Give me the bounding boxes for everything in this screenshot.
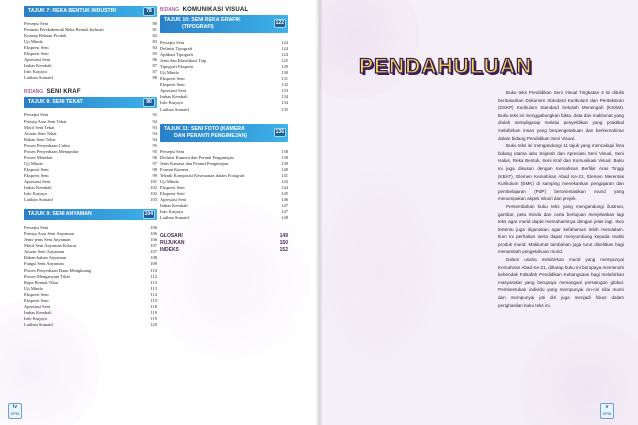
entry-page: 85 (152, 51, 157, 57)
entry-title: Info Karjaya (24, 69, 47, 75)
entry-title: GLOSARI (160, 233, 183, 240)
entry-page: 87 (152, 63, 157, 69)
entry-page: 97 (152, 160, 157, 166)
entry-title: Persepsi Seni (160, 148, 185, 154)
field-label: BIDANG (160, 7, 180, 13)
entry-page: 94 (152, 130, 157, 136)
entry-page: 129 (281, 64, 288, 70)
entry-page: 148 (281, 215, 288, 221)
entry-title: Proses Penyediaan Daun Mengkuang (24, 267, 92, 273)
entry-title: Imbas Kembali (160, 94, 188, 100)
entry-title: Bahan Seni Tekat (24, 136, 56, 142)
entry-title: Ekspresi Seni (160, 184, 185, 190)
entry-page: 94 (152, 136, 157, 142)
topic-title: TAJUK 11: SENI FOTO (KAMERA (164, 125, 245, 132)
contents-entry (160, 247, 288, 254)
entry-title: Uji Minda (160, 70, 179, 76)
entry-page: 107 (150, 249, 157, 255)
entry-page: 125 (281, 58, 288, 64)
field-title: KOMUNIKASI VISUAL (182, 7, 249, 13)
contents-entry (160, 233, 288, 240)
field-heading (160, 6, 288, 15)
topic-title: TAJUK 8: SENI TEKAT (28, 99, 83, 106)
entry-page: 102 (150, 185, 157, 191)
page-title: PENDAHULUAN (359, 55, 533, 78)
introduction-text (498, 89, 624, 309)
entry-title: Imbas Kembali (24, 63, 52, 69)
entry-title: Info Karjaya (160, 209, 183, 215)
entry-page: 152 (279, 247, 288, 254)
entry-title: Definisi Tipografi (160, 46, 193, 52)
entry-page: 92 (152, 112, 157, 118)
contents-entry (24, 197, 157, 203)
entry-title: Aturan Seni Tekat (24, 130, 57, 136)
entry-title: Bahan-bahan Anyaman (24, 255, 67, 261)
topic-page-number: 122 (275, 20, 284, 26)
entry-title: Apresiasi Seni (24, 57, 51, 63)
entry-title: Aturan Seni Anyaman (24, 249, 64, 255)
topic-item-list (160, 40, 288, 113)
entry-title: INDEKS (160, 247, 179, 254)
entry-page: 140 (281, 166, 288, 172)
entry-page: 146 (281, 196, 288, 202)
entry-title: Ekspresi Seni (160, 190, 185, 196)
topic-band (24, 6, 157, 17)
entry-title: Ekspresi Seni (24, 166, 49, 172)
page-number: iv (12, 404, 18, 410)
entry-page: 149 (279, 233, 288, 240)
entry-page: 80 (152, 21, 157, 26)
paragraph: Dalam usaha melahirkan murid yang mempunyai Kemahiran Abad Ke-21, diharap buku ini berupaya memenuhi kehendak Falsafah Pendidikan Kebangsaan bagi melahirkan masyarakat yang berupaya menangani persaingan global. Pembentukan individu yang mempunyai cin-ciri nilai murni dan mempunyai jati diri juga menjadi fokus dalam penghasilan buku teks ini. (498, 257, 624, 308)
entry-title: Uji Minda (24, 285, 43, 291)
entry-page: 119 (150, 315, 157, 321)
topic-band (24, 97, 157, 108)
entry-title: Motif Seni Tekat (24, 124, 55, 130)
entry-page: 95 (152, 142, 157, 148)
entry-title: Ekspresi Seni (160, 82, 185, 88)
topic-band (160, 124, 288, 142)
entry-page: 115 (150, 297, 157, 303)
entry-title: Imbas Kembali (24, 309, 52, 315)
topic-band (160, 15, 288, 33)
entry-page: 138 (281, 148, 288, 154)
topic-item-list (160, 149, 288, 222)
contents-entry (160, 215, 288, 221)
entry-title: Proses Menganyam Tikar (24, 273, 70, 279)
entry-page: 86 (152, 57, 157, 63)
entry-page: 113 (150, 285, 157, 291)
entry-title: Uji Minda (24, 39, 43, 45)
entry-title: Uji Minda (160, 178, 179, 184)
entry-page: 114 (150, 291, 157, 297)
entry-title: Latihan Sumatif (160, 215, 190, 221)
entry-page: 103 (150, 197, 157, 203)
entry-title: Info Karjaya (24, 191, 47, 197)
topic-page-number: 78 (143, 7, 155, 16)
entry-title: Ekspresi Seni (24, 45, 49, 51)
entry-title: Latihan Sumatif (24, 75, 54, 81)
entry-title: Uji Minda (24, 160, 43, 166)
entry-page: 84 (152, 45, 157, 51)
entry-page: 141 (281, 172, 288, 178)
entry-title: Info Karjaya (160, 100, 183, 106)
entry-page: 102 (150, 191, 157, 197)
entry-page: 98 (152, 166, 157, 172)
entry-title: Proses Penyediaan Menupulur (24, 148, 79, 154)
topic-item-list (24, 112, 157, 203)
entry-title: Aplikasi Tipografi (160, 52, 194, 58)
entry-page: 110 (150, 267, 157, 273)
contents-entry (24, 75, 157, 81)
entry-title: Prinsip Asas Seni Anyaman (24, 231, 74, 237)
entry-page: 134 (281, 94, 288, 100)
topic-page-number: 90 (143, 98, 155, 107)
entry-page: 147 (281, 209, 288, 215)
contents-column-2 (160, 6, 288, 254)
topic-band (24, 209, 157, 220)
entry-title: Ekspresi Seni (160, 76, 185, 82)
introduction-page (319, 0, 638, 425)
entry-page: 113 (150, 279, 157, 285)
badge-label: KPM (10, 412, 20, 416)
entry-page: 107 (150, 243, 157, 249)
entry-page: 118 (150, 303, 157, 309)
entry-title: Imbas Kembali (160, 202, 188, 208)
contents-entry (160, 107, 288, 113)
entry-page: 106 (150, 237, 157, 243)
entry-page: 133 (281, 88, 288, 94)
entry-title: Fungsi Seni Anyaman (24, 261, 64, 267)
entry-title: Jenis dan Klasifikasi Taip (160, 58, 207, 64)
entry-title: Persepsi Seni (24, 225, 49, 231)
entry-title: Motif Seni Anyaman Kelarai (24, 243, 77, 249)
book-gutter (316, 0, 322, 425)
entry-title: Tipografi Ekspresi (160, 64, 194, 70)
entry-page: 101 (150, 178, 157, 184)
entry-page: 124 (281, 40, 288, 45)
field-heading (24, 88, 157, 97)
entry-title: Persepsi Seni (24, 21, 49, 26)
entry-page: 82 (152, 33, 157, 39)
topic-subtitle: (TIPOGRAFI) (182, 24, 214, 30)
paragraph: Persembahan buku teks yang mengandungi ilustrasi, gambar, peta minda dan carta bertujuan menjelaskan lagi teks agar murid dapat memahaminya dengan jelas lagi. Ikon tertentu juga digunakan agar kefahaman lebih mendalam. Ikon ini perhatian serta dapat menyumbang kepada realisi produk murid. Maklumat tambahan juga turut diselitkan bagi menambah pengetahuan murid. (498, 203, 624, 255)
entry-page: 130 (281, 70, 288, 76)
entry-title: Teknik Komposisi Kesesuaian dalam Fotografi (160, 172, 245, 178)
entry-page: 106 (150, 231, 157, 237)
entry-title: Persepsi Seni (24, 112, 49, 118)
entry-title: Proses Penyediaan Cubin (24, 142, 70, 148)
entry-title: Latihan Sumatif (24, 321, 54, 327)
entry-title: Proses Menekat (24, 154, 53, 160)
page-number: v (605, 404, 609, 410)
entry-title: Rupa Bentuk Tikar (24, 279, 59, 285)
entry-title: Ekspresi Seni (24, 51, 49, 57)
entry-page: 93 (152, 124, 157, 130)
entry-page: 144 (281, 184, 288, 190)
entry-page: 108 (150, 255, 157, 261)
entry-title: Jenis-jenis Seni Anyaman (24, 237, 71, 243)
entry-page: 88 (152, 75, 157, 81)
decorative-swirl (319, 0, 419, 100)
entry-title: Prinsip Asas Seni Tekat (24, 118, 67, 124)
entry-title: Imbas Kembali (24, 185, 52, 191)
decorative-swirl (519, 320, 638, 425)
entry-page: 83 (152, 39, 157, 45)
topic-item-list (24, 21, 157, 81)
topic-page-number: 136 (275, 128, 284, 135)
decorative-swirl (319, 170, 439, 370)
field-label: BIDANG (24, 89, 44, 96)
entry-title: Konsep Bekaan Produk (24, 33, 67, 39)
entry-title: Definisi Kamera dan Peranti Pengimejan (160, 154, 234, 160)
entry-page: 95 (152, 148, 157, 154)
entry-page: 92 (152, 118, 157, 124)
entry-title: RUJUKAN (160, 240, 185, 247)
entry-page: 106 (150, 225, 157, 231)
entry-page: 87 (152, 69, 157, 75)
entry-title: Apresiasi Seni (24, 178, 51, 184)
entry-title: Ekspresi Seni (24, 291, 49, 297)
topic-title: TAJUK 7: REKA BENTUK INDUSTRI (28, 8, 116, 14)
entry-page: 96 (152, 154, 157, 160)
entry-title: Apresiasi Seni (24, 303, 51, 309)
entry-page: 99 (152, 172, 157, 178)
topic-subtitle: DAN PERANTI PENGIMEJAN) (174, 132, 247, 139)
entry-page: 139 (281, 160, 288, 166)
paragraph: Buku teks ini mengandungi 11 tajuk yang mencakupi lima bidang utama iaitu Sejarah dan Apresiasi Seni Visual, Seni Halus, Reka Bentuk, Seni Kraf dan Komunikasi Visual. Buku ini juga disusun dengan Kemahiran Berfikir Aras Tinggi (KBAT), Elemen Kemahiran Abad Ke-21, Elemen Merentas Kurikulum (EMK) di samping menekankan pengajaran dan pembelajaran (PdP) berorientasikan murid yang menumpukan aspek inkuiri dan projek. (498, 143, 624, 202)
contents-column-1 (24, 6, 157, 328)
page-badge (600, 403, 614, 419)
entry-page: 147 (281, 202, 288, 208)
topic-title: TAJUK 9: SENI ANYAMAN (28, 211, 92, 218)
entry-page: 132 (281, 82, 288, 88)
contents-entry (24, 322, 157, 328)
entry-page: 131 (281, 76, 288, 82)
entry-title: Info Karjaya (24, 315, 47, 321)
entry-page: 124 (281, 46, 288, 52)
entry-title: Latihan Sumatif (160, 106, 190, 112)
entry-page: 135 (281, 106, 288, 112)
topic-page-number: 104 (144, 211, 153, 218)
entry-page: 112 (150, 273, 157, 279)
entry-title: Format Kamera (160, 166, 189, 172)
entry-title: Peranan Perekabentuk Reka Bentuk Industri (24, 27, 104, 33)
entry-page: 145 (281, 190, 288, 196)
entry-page: 134 (281, 100, 288, 106)
badge-label: KPM (602, 412, 612, 416)
entry-page: 119 (150, 309, 157, 315)
entry-title: Apresiasi Seni (160, 196, 187, 202)
field-title: SENI KRAF (46, 89, 81, 96)
topic-title: TAJUK 10: SENI REKA GRAFIK (164, 17, 241, 23)
entry-page: 120 (150, 321, 157, 327)
contents-entry (160, 240, 288, 247)
entry-title: Jenis Kamera dan Peranti Pengimejan (160, 160, 229, 166)
entry-page: 138 (281, 154, 288, 160)
entry-page: 143 (281, 178, 288, 184)
entry-page: 109 (150, 261, 157, 267)
entry-title: Persepsi Seni (160, 40, 185, 45)
entry-title: Ekspresi Seni (24, 172, 49, 178)
entry-title: Latihan Sumatif (24, 197, 54, 203)
entry-page: 150 (279, 240, 288, 247)
entry-page: 124 (281, 52, 288, 58)
entry-page: 81 (152, 27, 157, 33)
back-matter-list (160, 233, 288, 254)
page-badge (8, 403, 22, 419)
entry-title: Apresiasi Seni (160, 88, 187, 94)
paragraph: Buku teks Pendidikan Seni Visual Tingkatan 3 ini ditulis berdasarkan Dokumen Standard Kurikulum dan Pentaksiran (DSKP) Kurikulum Standard Sekolah Menengah (KSSM). Buku teks ini menggabungkan fakta, data dan maklumat yang diolah sertadigarap melalui penyeldikan yang praktikal melahirkan insan yang berpengetahuan dan berkemahiran dalam bidang Pendidikan Seni Visual. (498, 90, 624, 141)
entry-title: Ekspresi Seni (24, 297, 49, 303)
topic-item-list (24, 225, 157, 328)
